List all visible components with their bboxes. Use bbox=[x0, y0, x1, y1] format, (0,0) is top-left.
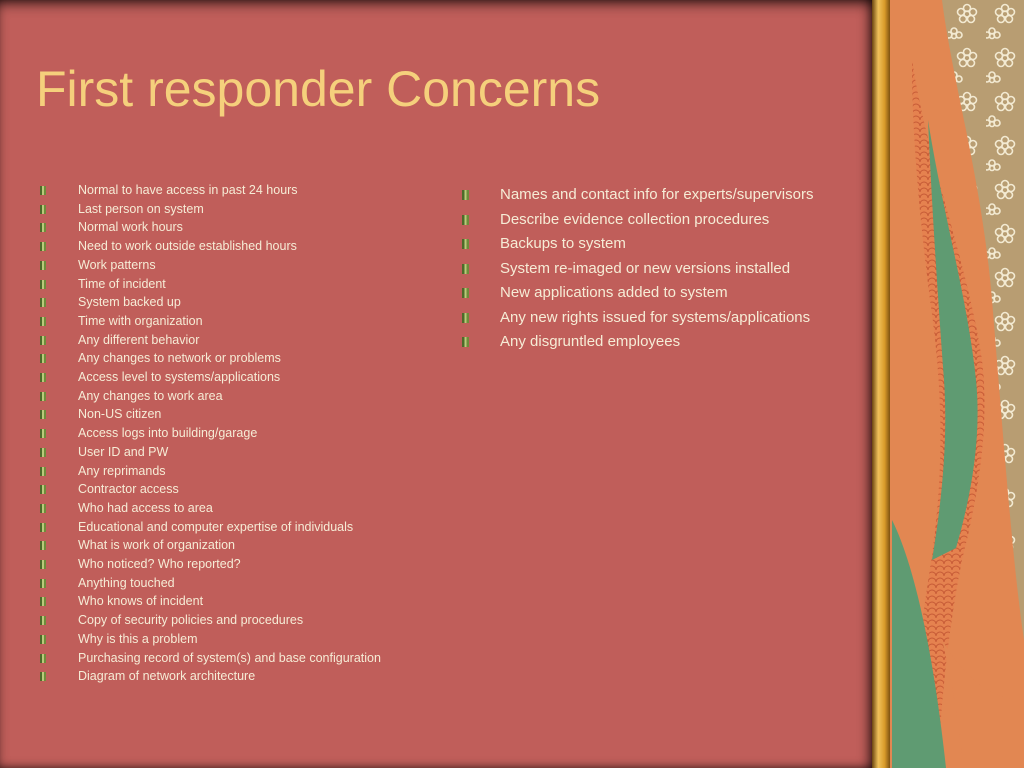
bullet-marker-icon bbox=[40, 523, 46, 532]
bullet-text: User ID and PW bbox=[78, 444, 169, 459]
bullet-text: What is work of organization bbox=[78, 538, 236, 553]
bullet-text: Any changes to network or problems bbox=[78, 351, 281, 366]
bullet-marker-icon bbox=[40, 467, 46, 476]
bullet-marker-icon bbox=[40, 298, 46, 307]
bullet-item bbox=[40, 293, 450, 312]
bullet-text: Why is this a problem bbox=[78, 631, 198, 646]
bullet-marker-icon bbox=[40, 242, 46, 251]
bullet-marker-icon bbox=[40, 579, 46, 588]
bullet-text: Backups to system bbox=[500, 235, 626, 252]
bullet-item bbox=[40, 518, 450, 537]
bullet-marker-icon bbox=[40, 336, 46, 345]
bullet-text: Contractor access bbox=[78, 482, 179, 497]
bullet-marker-icon bbox=[40, 205, 46, 214]
bullet-text: Diagram of network architecture bbox=[78, 669, 256, 684]
bullet-text: Anything touched bbox=[78, 575, 175, 590]
bullet-marker-icon bbox=[40, 560, 46, 569]
bullet-text: Normal work hours bbox=[78, 220, 183, 235]
bullet-marker-icon bbox=[462, 288, 469, 298]
bullet-item bbox=[462, 184, 852, 205]
bullet-text: Any changes to work area bbox=[78, 388, 223, 403]
decorative-border-art bbox=[872, 0, 1024, 768]
bullet-item bbox=[40, 555, 450, 574]
bullet-item bbox=[40, 499, 450, 518]
bullet-item bbox=[40, 218, 450, 237]
bullet-item bbox=[40, 574, 450, 593]
bullet-item bbox=[40, 536, 450, 555]
bullet-item bbox=[40, 181, 450, 200]
bullet-marker-icon bbox=[40, 485, 46, 494]
bullet-item bbox=[40, 200, 450, 219]
bullet-marker-icon bbox=[462, 313, 469, 323]
bullet-marker-icon bbox=[462, 239, 469, 249]
left-bullet-list bbox=[40, 181, 450, 686]
bullet-marker-icon bbox=[40, 429, 46, 438]
bullet-item bbox=[40, 630, 450, 649]
bullet-marker-icon bbox=[40, 504, 46, 513]
bullet-item bbox=[462, 233, 852, 254]
bullet-text: System re-imaged or new versions installed bbox=[500, 259, 791, 277]
bullet-item bbox=[40, 649, 450, 668]
bullet-marker-icon bbox=[40, 392, 46, 401]
bullet-item bbox=[462, 282, 852, 303]
bullet-item bbox=[462, 307, 852, 328]
bullet-item bbox=[40, 368, 450, 387]
bullet-item bbox=[462, 331, 852, 352]
bullet-marker-icon bbox=[40, 223, 46, 232]
bullet-text: Who knows of incident bbox=[78, 594, 204, 609]
bullet-item bbox=[40, 424, 450, 443]
bullet-marker-icon bbox=[40, 261, 46, 270]
bullet-text: Need to work outside established hours bbox=[78, 239, 297, 254]
bullet-item bbox=[40, 611, 450, 630]
bullet-item bbox=[462, 209, 852, 230]
bullet-item bbox=[40, 331, 450, 350]
bullet-marker-icon bbox=[462, 264, 469, 274]
bullet-text: Copy of security policies and procedures bbox=[78, 613, 304, 628]
bullet-text: Time of incident bbox=[78, 276, 166, 291]
bullet-text: Purchasing record of system(s) and base configuration bbox=[78, 650, 381, 665]
bullet-text: Any new rights issued for systems/applications bbox=[500, 308, 811, 326]
bullet-marker-icon bbox=[40, 541, 46, 550]
bullet-item bbox=[40, 592, 450, 611]
bullet-text: Names and contact info for experts/supervisors bbox=[500, 186, 814, 203]
bullet-text: Work patterns bbox=[78, 257, 156, 272]
bullet-marker-icon bbox=[462, 215, 469, 225]
bullet-text: Any different behavior bbox=[78, 332, 200, 347]
bullet-text: Time with organization bbox=[78, 313, 203, 328]
bullet-text: Any reprimands bbox=[78, 463, 166, 478]
bullet-marker-icon bbox=[40, 616, 46, 625]
bullet-marker-icon bbox=[40, 597, 46, 606]
bullet-item bbox=[40, 237, 450, 256]
bullet-text: Last person on system bbox=[78, 201, 204, 216]
bullet-text: System backed up bbox=[78, 295, 181, 310]
bullet-marker-icon bbox=[40, 186, 46, 195]
bullet-marker-icon bbox=[40, 410, 46, 419]
bullet-item bbox=[40, 349, 450, 368]
bullet-marker-icon bbox=[40, 448, 46, 457]
bullet-text: Normal to have access in past 24 hours bbox=[78, 183, 298, 197]
bullet-marker-icon bbox=[40, 317, 46, 326]
bullet-item bbox=[40, 387, 450, 406]
bullet-text: Who had access to area bbox=[78, 500, 213, 515]
bullet-text: Who noticed? Who reported? bbox=[78, 557, 241, 572]
bullet-marker-icon bbox=[40, 280, 46, 289]
bullet-text: Educational and computer expertise of individuals bbox=[78, 519, 354, 534]
bullet-item bbox=[40, 462, 450, 481]
bullet-marker-icon bbox=[40, 354, 46, 363]
right-bullet-list bbox=[462, 184, 852, 356]
bullet-item bbox=[40, 405, 450, 424]
bullet-text: New applications added to system bbox=[500, 284, 728, 301]
bullet-text: Non-US citizen bbox=[78, 407, 162, 422]
bullet-marker-icon bbox=[462, 337, 469, 347]
bullet-marker-icon bbox=[40, 654, 46, 663]
bullet-text: Describe evidence collection procedures bbox=[500, 210, 770, 228]
bullet-text: Any disgruntled employees bbox=[500, 333, 681, 350]
bullet-item bbox=[40, 443, 450, 462]
bullet-text: Access logs into building/garage bbox=[78, 426, 258, 441]
slide-title: First responder Concerns bbox=[36, 61, 601, 117]
bullet-item bbox=[40, 312, 450, 331]
bullet-item bbox=[40, 275, 450, 294]
bullet-text: Access level to systems/applications bbox=[78, 370, 281, 385]
bullet-item bbox=[40, 256, 450, 275]
bullet-marker-icon bbox=[40, 672, 46, 681]
bullet-marker-icon bbox=[40, 635, 46, 644]
bullet-item bbox=[462, 258, 852, 279]
bullet-marker-icon bbox=[40, 373, 46, 382]
bullet-item bbox=[40, 667, 450, 686]
bullet-marker-icon bbox=[462, 190, 469, 200]
bullet-item bbox=[40, 480, 450, 499]
